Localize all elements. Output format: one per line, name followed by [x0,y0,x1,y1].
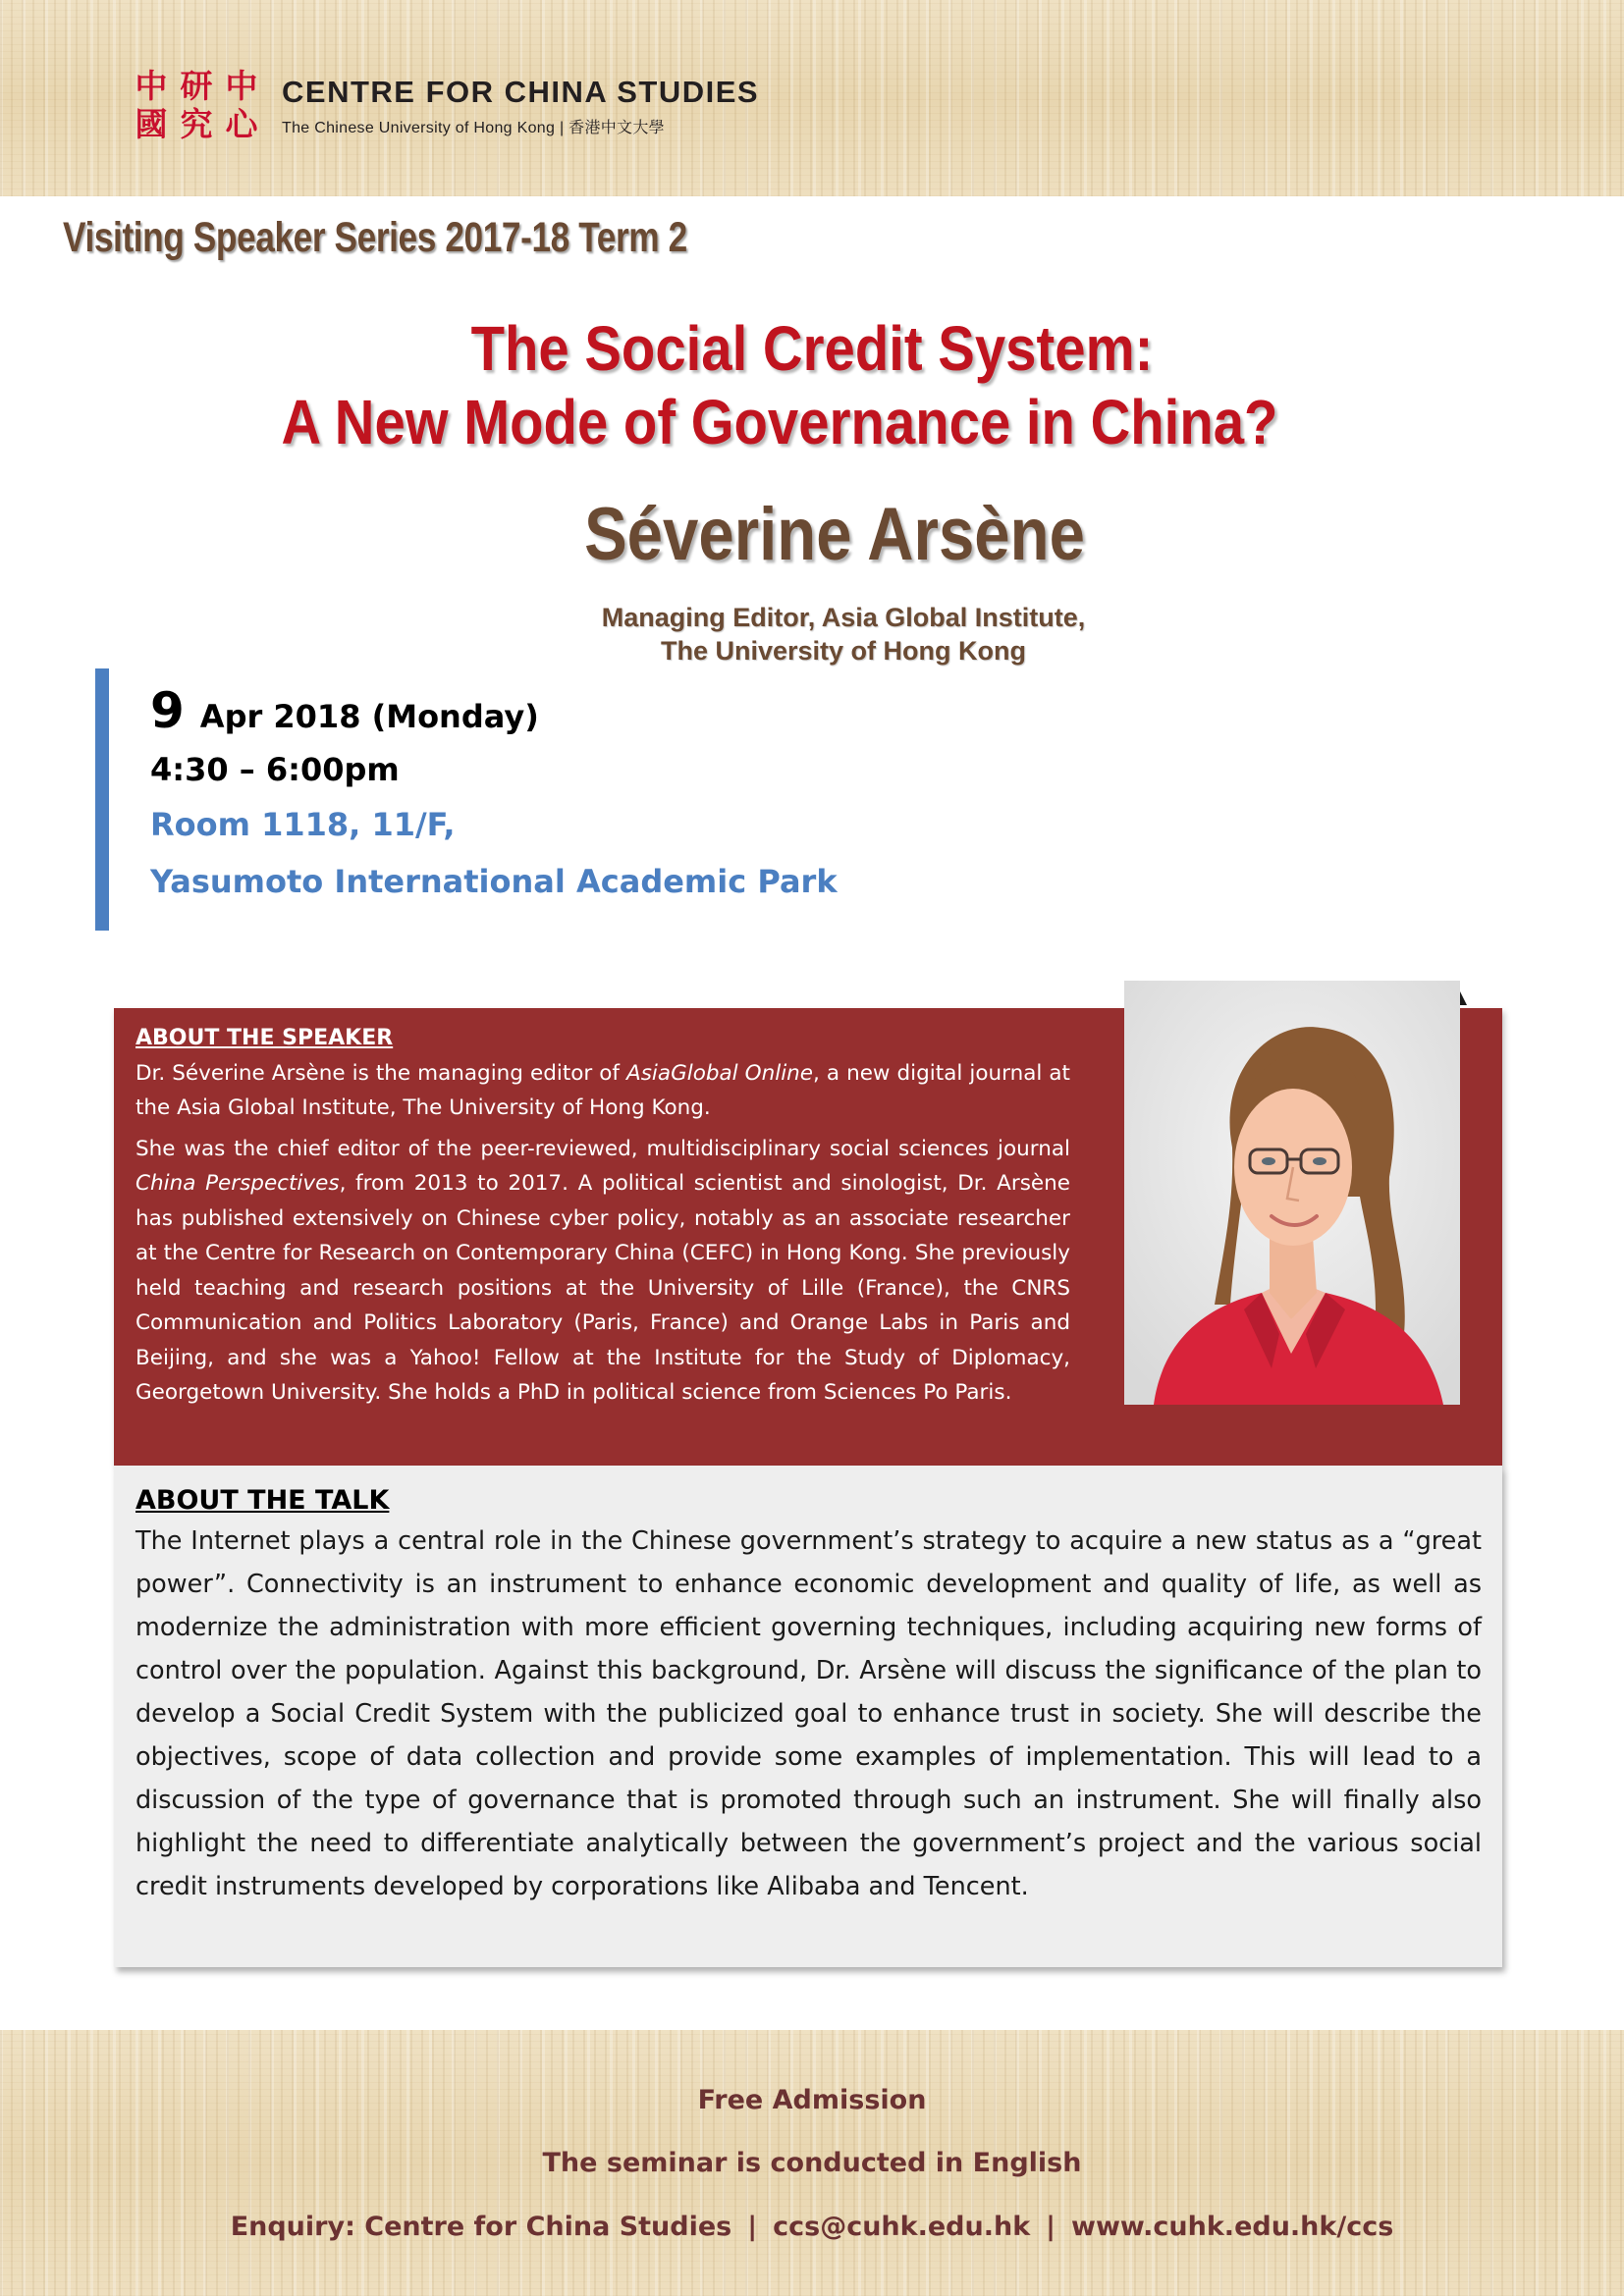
seal-char: 中 [135,67,168,105]
seal-char: 研 [180,67,213,105]
logo-title: CENTRE FOR CHINA STUDIES [282,74,760,109]
about-speaker-text [135,1021,1070,1416]
text-run: , from 2013 to 2017. A political scientist and sinologist, Dr. Arsène has published extensively on Chinese cyber policy, notably as an associate researcher at the Centre for Research on Contemporary China (CEFC) in Hong Kong. She previously held teaching and research positions at the University of Lille (France), the CNRS Communication and Politics Laboratory (Paris, France) and Orange Labs in Paris and Beijing, and she was a Yahoo! Fellow at the Institute for the Study of Diplomacy, Georgetown University. She holds a PhD in political science from Sciences Po Paris. [135,1171,1070,1405]
about-speaker-paragraph-1 [135,1056,1070,1126]
about-speaker-heading: ABOUT THE SPEAKER [135,1026,394,1050]
publication-name: AsiaGlobal Online [626,1060,814,1086]
event-day: 9 [150,682,185,739]
event-venue-line2: Yasumoto International Academic Park [150,863,838,900]
seal-char: 心 [225,105,258,143]
event-details [150,682,838,910]
event-date [150,682,838,743]
event-accent-bar [95,668,109,931]
event-time: 4:30 – 6:00pm [150,751,400,788]
talk-title-line2: A New Mode of Governance in China? [281,387,1278,457]
text-run: , a new digital journal at the Asia Global Institute, The University of Hong Kong. [135,1060,1070,1120]
series-heading: Visiting Speaker Series 2017-18 Term 2 [63,214,687,261]
speaker-position-line1: Managing Editor, Asia Global Institute, [601,603,1086,632]
enquiry-label: Enquiry: Centre for China Studies [230,2212,732,2242]
about-speaker-paragraph-2 [135,1132,1070,1411]
seal-char: 中 [225,67,258,105]
speaker-position [0,601,1624,667]
seal-char: 國 [135,105,168,143]
speaker-photo [1124,981,1460,1405]
website-link[interactable]: www.cuhk.edu.hk/ccs [1071,2212,1394,2242]
ccs-logo [129,67,759,143]
event-venue-line1: Room 1118, 11/F, [150,806,456,843]
logo-text [282,74,759,137]
event-date-rest: Apr 2018 (Monday) [199,698,539,735]
seminar-language: The seminar is conducted in English [542,2148,1082,2178]
separator: | [747,2212,758,2242]
enquiry-line [0,2212,1624,2242]
seal-char: 究 [180,105,213,143]
email-link[interactable]: ccs@cuhk.edu.hk [773,2212,1031,2242]
free-admission: Free Admission [697,2085,927,2115]
text-run: Dr. Séverine Arsène is the managing editor of [135,1060,627,1086]
publication-name: China Perspectives [135,1171,340,1196]
speaker-portrait [1124,981,1460,1405]
ccs-seal-logo [129,67,264,143]
about-talk-heading: ABOUT THE TALK [135,1485,390,1516]
about-talk-body: The Internet plays a central role in the Chinese government’s strategy to acquire a new status as a “great power”. Connectivity is an instrument to enhance economic development and quality of life, as well as modernize the administration with more efficient governing techniques, including acquiring new forms of control over the population. Against this background, Dr. Arsène will discuss the significance of the plan to develop a Social Credit System with the publicized goal to enhance trust in society. She will describe the objectives, scope of data collection and provide some examples of implementation. This will lead to a discussion of the type of governance that is promoted through such an instrument. She will finally also highlight the need to differentiate analytically between the government’s project and the various social credit instruments developed by corporations like Alibaba and Tencent. [135,1526,1482,1901]
text-run: She was the chief editor of the peer-reviewed, multidisciplinary social sciences journal [135,1136,1070,1161]
about-talk-text [135,1482,1482,1908]
logo-subtitle: The Chinese University of Hong Kong | 香港中文大學 [282,119,665,136]
talk-title-line1: The Social Credit System: [470,313,1154,384]
speaker-name: Séverine Arsène [584,493,1085,576]
speaker-position-line2: The University of Hong Kong [660,636,1026,666]
separator: | [1046,2212,1056,2242]
